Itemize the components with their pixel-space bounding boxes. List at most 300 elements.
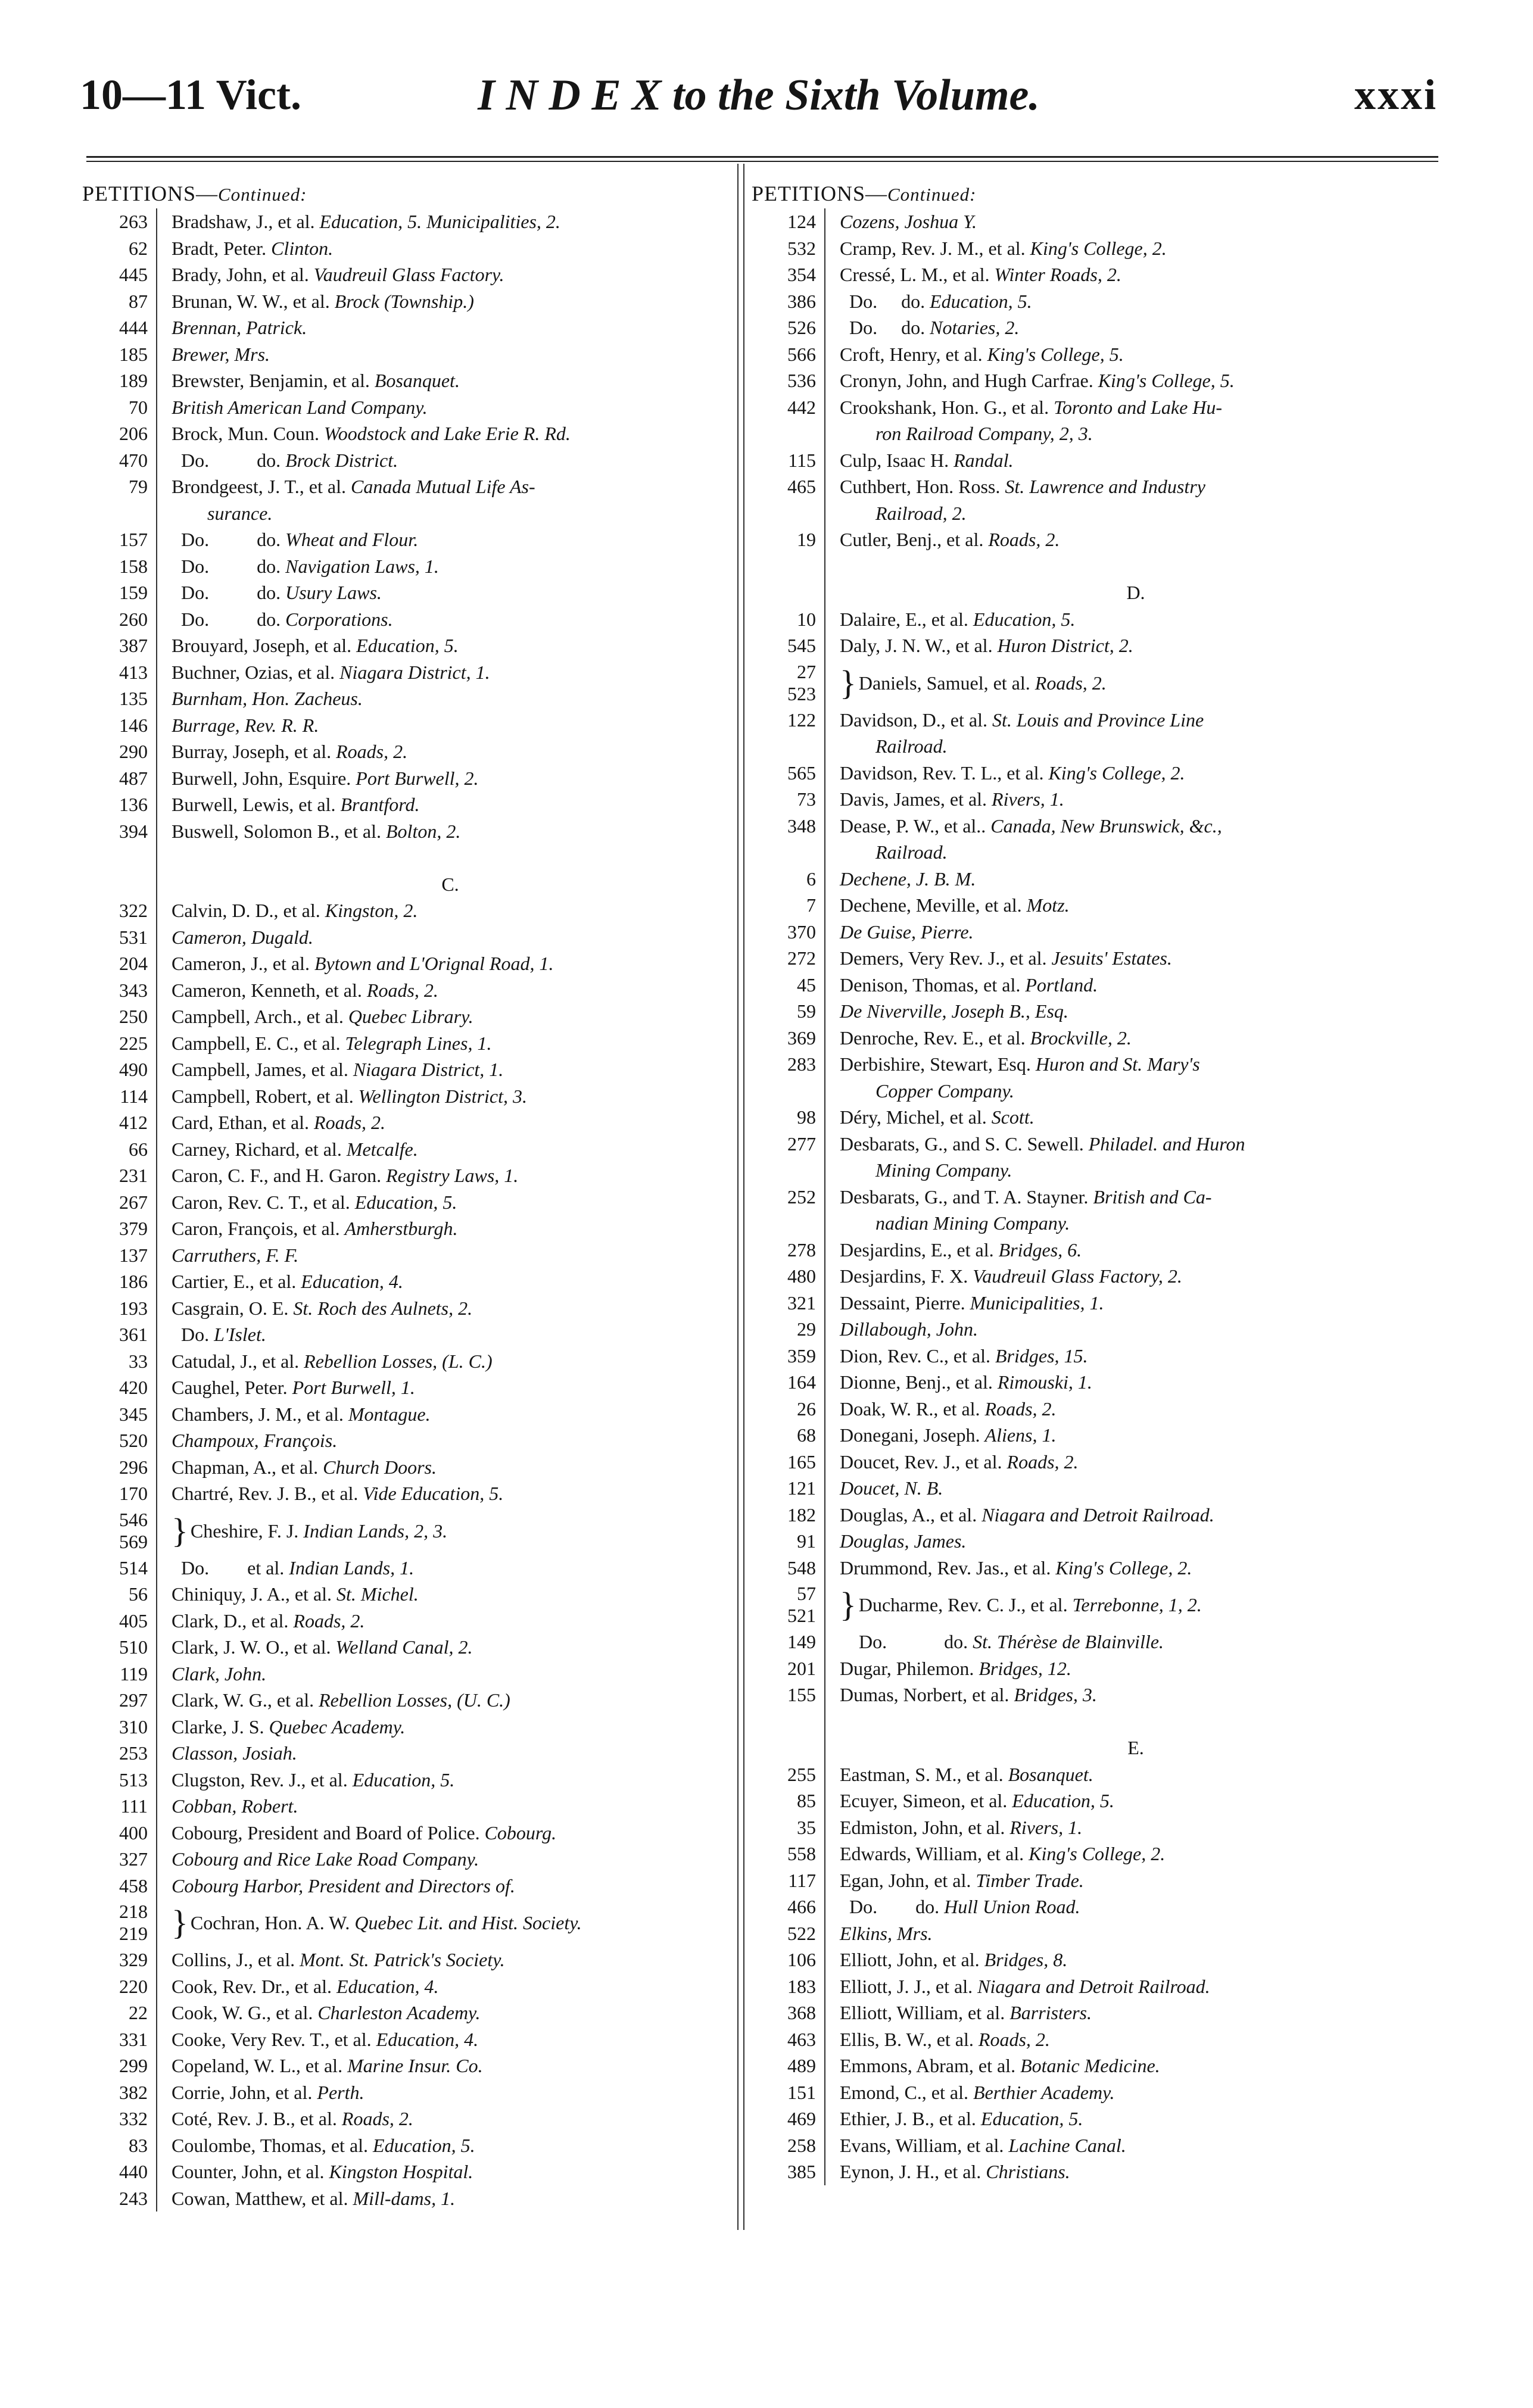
petition-subject: Quebec Library.	[348, 1006, 473, 1027]
petition-subject: Vaudreuil Glass Factory.	[313, 264, 504, 285]
entry-text	[167, 924, 734, 951]
entry-number: 59	[797, 1000, 816, 1022]
entry-text	[835, 1947, 1437, 1973]
petition-subject: Bridges, 8.	[984, 1949, 1068, 1970]
column-heading	[82, 179, 734, 208]
index-entry	[82, 1899, 734, 1947]
petition-subject: Charleston Academy.	[317, 2002, 481, 2023]
index-entry	[82, 632, 734, 659]
entry-text	[167, 659, 734, 686]
entry-text	[167, 1634, 734, 1661]
entry-number: 420	[119, 1377, 148, 1398]
entry-number: 548	[787, 1557, 816, 1579]
entry-number: 204	[119, 953, 148, 974]
petitioner-name: Ellis, B. W., et al.	[840, 2028, 974, 2050]
petitioner-name: Desjardins, F. X.	[840, 1265, 968, 1287]
petition-subject: British and Ca-	[1093, 1186, 1212, 1208]
petitioner-name: Cobourg, President and Board of Police.	[172, 1821, 480, 1844]
petition-subject-continued: Mining Company.	[875, 1159, 1012, 1181]
column-heading	[752, 179, 1437, 208]
petition-subject: Perth.	[317, 2081, 364, 2103]
index-entry	[752, 1369, 1437, 1396]
petition-subject: Mill-dams, 1.	[353, 2187, 456, 2209]
entry-number: 445	[119, 264, 148, 285]
entry-number: 164	[787, 1371, 816, 1393]
entry-number: 546	[119, 1508, 148, 1530]
index-entry	[82, 1109, 734, 1136]
entry-number: 68	[797, 1424, 816, 1446]
petitioner-name: Brunan, W. W., et al.	[172, 290, 330, 312]
petition-subject: L'Islet.	[214, 1324, 266, 1345]
index-entry	[82, 1661, 734, 1688]
petition-subject: Scott.	[991, 1106, 1035, 1128]
petitioner-name: Clark, W. G., et al.	[172, 1689, 314, 1711]
entry-number: 412	[119, 1112, 148, 1133]
page-title: I N D E X to the Sixth Volume.	[478, 71, 1040, 120]
petitioner-name: Do. do.	[172, 582, 281, 603]
entry-text	[835, 1316, 1437, 1343]
petition-subject-continued: Copper Company.	[875, 1080, 1014, 1102]
petitioner-name: Culp, Isaac H.	[840, 449, 949, 471]
entry-text	[167, 977, 734, 1004]
petitioner-name: Davis, James, et al.	[840, 788, 987, 810]
petitioner-name: Cuthbert, Hon. Ross.	[840, 476, 1001, 497]
entry-text	[835, 760, 1437, 787]
petitioner-name: Do. do.	[840, 1631, 968, 1652]
index-entry	[752, 2079, 1437, 2106]
entry-text	[835, 1184, 1437, 1237]
entry-number: 260	[119, 608, 148, 630]
petitioner-name: Catudal, J., et al.	[172, 1350, 300, 1372]
index-entry	[752, 1263, 1437, 1290]
index-entry	[82, 1973, 734, 2000]
entry-text	[167, 738, 734, 765]
entry-number: 155	[787, 1684, 816, 1705]
petitioner-name: Desbarats, G., and S. C. Sewell.	[840, 1133, 1084, 1155]
index-entry	[752, 1131, 1437, 1184]
entry-number: 463	[787, 2028, 816, 2050]
index-entry	[752, 707, 1437, 760]
entry-text	[835, 261, 1437, 288]
index-entry	[82, 1873, 734, 1899]
petitioner-name: Caron, C. F., and H. Garon.	[172, 1165, 382, 1186]
entry-text	[167, 1793, 734, 1820]
petition-subject: St. Michel.	[336, 1583, 419, 1605]
petition-subject: Amherstburgh.	[344, 1218, 458, 1239]
entry-number: 369	[787, 1027, 816, 1049]
petitioner-name: Chapman, A., et al.	[172, 1456, 319, 1478]
entry-text	[835, 1581, 1437, 1629]
entry-number: 470	[119, 449, 148, 471]
index-entry	[82, 2026, 734, 2053]
entry-number: 532	[787, 237, 816, 259]
entry-number: 6	[806, 868, 816, 890]
petition-subject: Berthier Academy.	[973, 2081, 1115, 2103]
index-entry	[82, 606, 734, 633]
entry-number: 85	[797, 1790, 816, 1811]
entry-number: 218	[119, 1901, 148, 1922]
petitioner-name: Burwell, Lewis, et al.	[172, 794, 336, 815]
entry-text	[167, 2159, 734, 2185]
index-entry	[752, 288, 1437, 315]
index-entry	[82, 208, 734, 235]
petition-subject: King's College, 2.	[1030, 237, 1167, 259]
entry-number: 206	[119, 423, 148, 444]
entry-number: 115	[788, 449, 816, 471]
entry-number: 440	[119, 2161, 148, 2182]
petition-subject: Barristers.	[1009, 2002, 1092, 2023]
entry-text	[835, 288, 1437, 315]
petitioner-name: Cowan, Matthew, et al.	[172, 2187, 348, 2209]
page-number: xxxi	[1354, 71, 1438, 118]
petition-subject-continued: nadian Mining Company.	[875, 1212, 1070, 1234]
petition-subject: Kingston, 2.	[325, 900, 418, 921]
index-entry	[752, 1290, 1437, 1317]
entry-text	[835, 1761, 1437, 1788]
column-heading-continued: Continued:	[887, 184, 977, 205]
entry-number: 299	[119, 2055, 148, 2076]
petition-subject: Education, 5.	[373, 2134, 475, 2156]
entry-number: 170	[119, 1483, 148, 1504]
entry-text	[835, 1290, 1437, 1317]
petition-subject: Quebec Lit. and Hist. Society.	[354, 1912, 582, 1933]
petitioner-name: Egan, John, et al.	[840, 1869, 971, 1891]
entry-text	[835, 919, 1437, 946]
index-entry	[752, 1475, 1437, 1502]
index-entry	[752, 606, 1437, 633]
petition-subject: Port Burwell, 1.	[292, 1377, 415, 1398]
entry-text	[835, 945, 1437, 972]
index-entry	[82, 897, 734, 924]
petition-subject: Champoux, François.	[172, 1430, 338, 1451]
petition-subject: Classon, Josiah.	[172, 1742, 297, 1764]
entry-text	[835, 707, 1437, 760]
entry-number: 523	[787, 682, 816, 704]
petitioner-name: Do. do.	[172, 529, 281, 550]
entry-number: 135	[119, 688, 148, 709]
index-entry	[752, 235, 1437, 262]
petition-subject: Education, 5.	[980, 2108, 1083, 2129]
entry-number: 514	[119, 1557, 148, 1579]
petition-subject: Bolton, 2.	[386, 820, 461, 842]
header-rule	[86, 156, 1438, 158]
entry-number: 19	[797, 529, 816, 550]
index-entry	[752, 1343, 1437, 1370]
index-entry	[752, 972, 1437, 999]
petitioner-name: Dionne, Benj., et al.	[840, 1371, 993, 1393]
index-entry	[752, 1682, 1437, 1708]
petition-subject: Cobban, Robert.	[172, 1795, 298, 1817]
entry-number: 322	[119, 900, 148, 921]
entry-text	[167, 1973, 734, 2000]
index-column-right	[752, 179, 1437, 2239]
petitioner-name: Caughel, Peter.	[172, 1377, 288, 1398]
petition-subject: Indian Lands, 2, 3.	[303, 1520, 448, 1542]
petition-subject: Bytown and L'Orignal Road, 1.	[314, 953, 554, 974]
entry-number: 137	[119, 1244, 148, 1266]
petition-subject: De Guise, Pierre.	[840, 921, 974, 943]
entry-number: 231	[119, 1165, 148, 1186]
index-entry	[752, 813, 1437, 866]
entry-number: 57	[797, 1583, 816, 1604]
index-entry	[82, 1767, 734, 1793]
petitioner-name: Denison, Thomas, et al.	[840, 974, 1021, 996]
entry-text	[835, 972, 1437, 999]
entry-text	[835, 1814, 1437, 1841]
entry-text	[167, 1767, 734, 1793]
entry-number: 22	[129, 2002, 148, 2023]
letter-heading-text: D.	[1126, 582, 1145, 603]
entry-text	[835, 2106, 1437, 2132]
petition-subject: Mont. St. Patrick's Society.	[300, 1949, 505, 1970]
index-entry	[752, 2026, 1437, 2053]
entry-number: 283	[787, 1053, 816, 1075]
petition-subject: Roads, 2.	[293, 1610, 365, 1632]
entry-number: 201	[787, 1657, 816, 1679]
entry-text	[167, 1242, 734, 1269]
entry-number-pair	[752, 659, 835, 705]
entry-text	[167, 2106, 734, 2132]
entry-number: 159	[119, 582, 148, 603]
petitioner-name: Do. do.	[840, 317, 926, 338]
entry-number: 469	[787, 2108, 816, 2129]
index-entry	[752, 341, 1437, 368]
entry-text	[167, 606, 734, 633]
index-entry	[752, 945, 1437, 972]
entry-number: 121	[787, 1477, 816, 1499]
petition-subject: Rivers, 1.	[992, 788, 1064, 810]
entry-text	[167, 261, 734, 288]
index-entry	[752, 2106, 1437, 2132]
index-entry	[82, 1687, 734, 1714]
petition-subject: Botanic Medicine.	[1020, 2055, 1160, 2076]
petition-subject: Burrage, Rev. R. R.	[172, 714, 319, 736]
index-entry	[82, 1555, 734, 1582]
petitioner-name: Brondgeest, J. T., et al.	[172, 476, 346, 497]
index-entry	[752, 208, 1437, 235]
petition-subject: Cozens, Joshua Y.	[840, 211, 977, 232]
entry-number: 250	[119, 1006, 148, 1027]
index-entry	[752, 1422, 1437, 1449]
entry-text	[835, 1502, 1437, 1529]
index-entry	[82, 1030, 734, 1057]
petitioner-name: Cutler, Benj., et al.	[840, 529, 984, 550]
index-entry	[82, 1581, 734, 1608]
entry-number: 73	[797, 788, 816, 810]
entry-number: 146	[119, 714, 148, 736]
entry-text	[835, 1894, 1437, 1920]
entry-number: 522	[787, 1922, 816, 1944]
letter-heading	[82, 871, 734, 898]
petition-subject: Education, 5.	[930, 290, 1032, 312]
entry-number: 258	[787, 2134, 816, 2156]
petition-subject: Welland Canal, 2.	[335, 1636, 473, 1658]
petition-subject: Port Burwell, 2.	[356, 767, 479, 789]
index-entry	[82, 1321, 734, 1348]
petitioner-name: Doucet, Rev. J., et al.	[840, 1451, 1002, 1473]
petitioner-name: Coté, Rev. J. B., et al.	[172, 2108, 337, 2129]
petition-subject: Bosanquet.	[1008, 1763, 1093, 1785]
petitioner-name: Copeland, W. L., et al.	[172, 2055, 343, 2076]
entry-text	[167, 2079, 734, 2106]
petition-subject: Rebellion Losses, (L. C.)	[304, 1350, 493, 1372]
index-entry	[82, 1348, 734, 1375]
index-entry	[82, 791, 734, 818]
petition-subject: King's College, 2.	[1048, 762, 1185, 784]
index-entry	[752, 1655, 1437, 1682]
entry-text	[835, 813, 1437, 866]
petitioner-name: Evans, William, et al.	[840, 2134, 1004, 2156]
index-entry	[752, 1629, 1437, 1655]
entry-number-pair	[82, 1899, 167, 1945]
entry-number: 466	[787, 1896, 816, 1917]
index-entry	[82, 2053, 734, 2079]
column-divider	[737, 164, 739, 2230]
petition-subject: Roads, 2.	[984, 1398, 1057, 1420]
petition-subject: Roads, 2.	[366, 979, 438, 1001]
petitioner-name: Clark, J. W. O., et al.	[172, 1636, 331, 1658]
index-entry	[82, 950, 734, 977]
index-entry	[752, 866, 1437, 893]
entry-text	[167, 818, 734, 845]
entry-number: 489	[787, 2055, 816, 2076]
index-entry	[82, 1295, 734, 1322]
petitioner-name: Cramp, Rev. J. M., et al.	[840, 237, 1026, 259]
entry-number: 526	[787, 317, 816, 338]
entry-text	[167, 2185, 734, 2212]
entry-text	[167, 447, 734, 474]
entry-number: 186	[119, 1271, 148, 1292]
entry-number: 297	[119, 1689, 148, 1711]
entry-text	[835, 367, 1437, 394]
entry-number: 569	[119, 1530, 148, 1552]
index-entry	[82, 1215, 734, 1242]
petition-subject: Douglas, James.	[840, 1530, 967, 1552]
index-entry	[82, 1189, 734, 1216]
petitioner-name: Clugston, Rev. J., et al.	[172, 1768, 348, 1791]
entry-number: 520	[119, 1430, 148, 1451]
entry-number: 66	[129, 1138, 148, 1160]
header-rule-thin	[86, 161, 1438, 162]
petition-subject: Rivers, 1.	[1009, 1816, 1083, 1838]
petition-subject: Roads, 2.	[341, 2108, 413, 2129]
brace-glyph: }	[172, 1903, 188, 1942]
entry-text	[167, 420, 734, 447]
index-entry	[752, 786, 1437, 813]
petition-subject: Quebec Academy.	[269, 1715, 406, 1738]
entry-text	[835, 1449, 1437, 1476]
entry-text	[167, 1215, 734, 1242]
petitioner-name: Eynon, J. H., et al.	[840, 2161, 982, 2182]
index-entry	[752, 261, 1437, 288]
entry-text	[167, 1899, 734, 1947]
entry-number: 165	[787, 1451, 816, 1473]
entry-number: 219	[119, 1923, 148, 1944]
index-entry	[82, 2159, 734, 2185]
index-entry	[82, 420, 734, 447]
entry-number: 33	[129, 1350, 148, 1372]
petition-subject: Winter Roads, 2.	[994, 264, 1121, 285]
entry-text	[167, 791, 734, 818]
petition-subject: Cobourg.	[484, 1821, 557, 1844]
brace-glyph: }	[840, 663, 856, 702]
entry-number: 183	[787, 1975, 816, 1997]
index-entry	[82, 924, 734, 951]
petitioner-name: Dalaire, E., et al.	[840, 608, 968, 630]
petition-subject: Indian Lands, 1.	[289, 1557, 415, 1579]
petition-subject: Education, 4.	[336, 1975, 439, 1997]
entry-text	[167, 1056, 734, 1083]
petitioner-name: Ethier, J. B., et al.	[840, 2108, 976, 2129]
petitioner-name: Do. do.	[172, 555, 281, 577]
petition-subject: Education, 4.	[301, 1271, 403, 1292]
petition-subject: Education, 5.	[354, 1191, 457, 1213]
petition-subject: Canada, New Brunswick, &c.,	[990, 815, 1222, 837]
petition-subject-continued: surance.	[207, 502, 273, 524]
entry-number: 29	[797, 1318, 816, 1340]
entry-text	[835, 1131, 1437, 1184]
entry-text	[835, 526, 1437, 553]
petitioner-name: Caron, Rev. C. T., et al.	[172, 1191, 350, 1213]
entry-text	[835, 2053, 1437, 2079]
petitioner-name: Dion, Rev. C., et al.	[840, 1345, 990, 1367]
index-entry	[752, 1920, 1437, 1947]
entry-text	[835, 1629, 1437, 1655]
entry-text	[167, 579, 734, 606]
entry-number: 379	[119, 1218, 148, 1239]
entry-text	[167, 2132, 734, 2159]
petitioner-name: Donegani, Joseph.	[840, 1424, 980, 1446]
entry-text	[835, 1104, 1437, 1131]
petitioner-name: Cheshire, F. J.	[190, 1520, 299, 1542]
petition-subject: Marine Insur. Co.	[347, 2055, 483, 2076]
index-entry	[752, 1973, 1437, 2000]
petition-subject: Timber Trade.	[976, 1869, 1084, 1891]
petition-subject: Roads, 2.	[988, 529, 1060, 550]
brace-glyph: }	[172, 1511, 188, 1550]
petition-subject: Brockville, 2.	[1030, 1027, 1132, 1049]
entry-number: 465	[787, 476, 816, 497]
petition-subject: Education, 5. Municipalities, 2.	[319, 211, 560, 232]
entry-text	[835, 314, 1437, 341]
index-entry	[82, 288, 734, 315]
petition-subject: King's College, 2.	[1055, 1557, 1192, 1579]
index-entry	[82, 1507, 734, 1555]
index-entry	[752, 2132, 1437, 2159]
petition-subject: Wheat and Flour.	[285, 529, 419, 550]
index-entry	[82, 1401, 734, 1428]
spacer	[752, 1708, 1437, 1735]
entry-number: 158	[119, 555, 148, 577]
entry-text	[167, 314, 734, 341]
entry-text	[167, 1295, 734, 1322]
entry-text	[835, 1682, 1437, 1708]
entry-number: 386	[787, 290, 816, 312]
petition-subject: St. Louis and Province Line	[992, 709, 1204, 731]
entry-number: 185	[119, 343, 148, 365]
column-heading-title: PETITIONS—	[82, 182, 218, 205]
entry-text	[167, 2026, 734, 2053]
petitioner-name: Davidson, D., et al.	[840, 709, 987, 731]
index-entry	[752, 1104, 1437, 1131]
petitioner-name: Do. do.	[840, 290, 926, 312]
spacer	[82, 844, 734, 871]
index-entry	[752, 1555, 1437, 1582]
entry-text	[167, 341, 734, 368]
index-entry	[82, 553, 734, 580]
entry-text	[167, 685, 734, 712]
petition-subject: Registry Laws, 1.	[386, 1165, 519, 1186]
